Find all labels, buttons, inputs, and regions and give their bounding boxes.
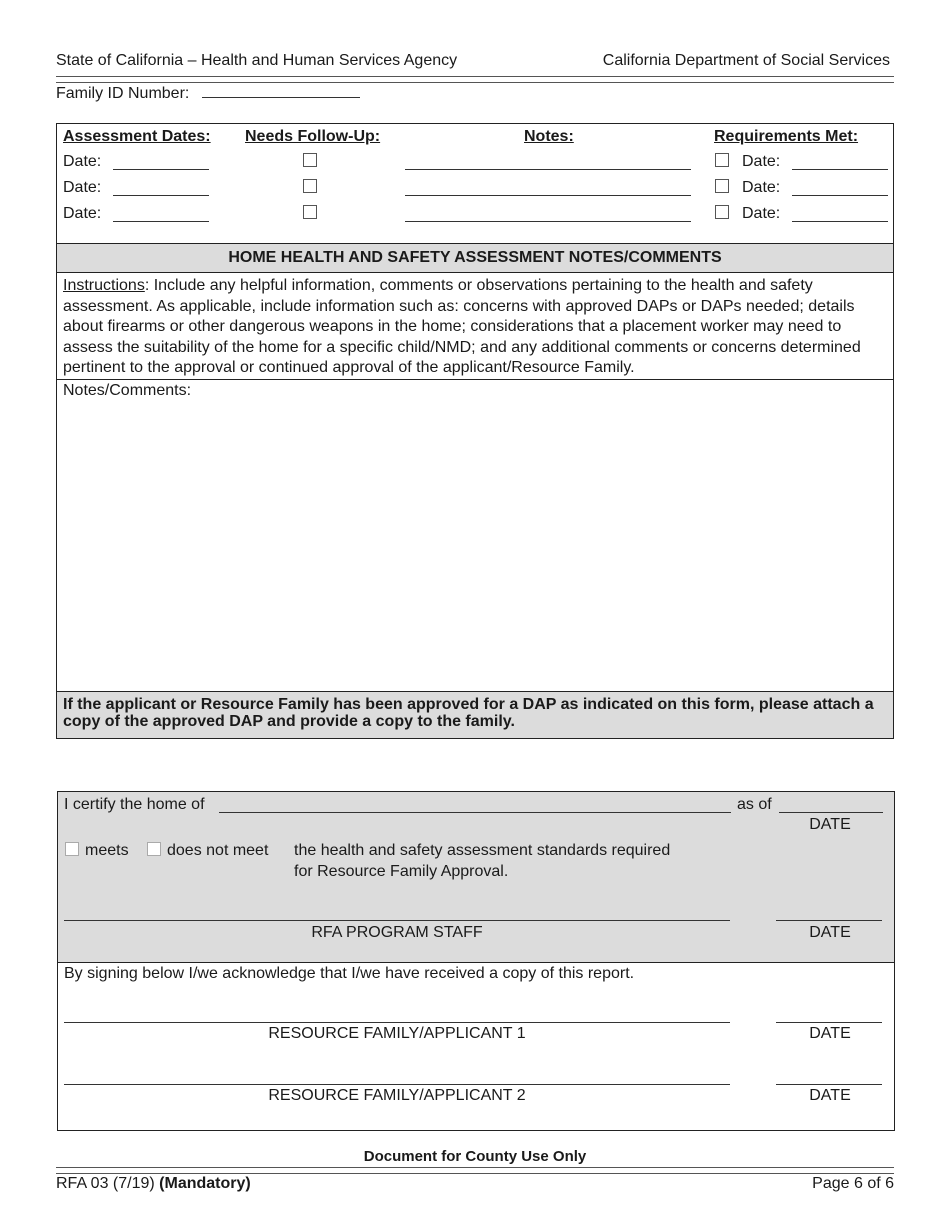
row2-date-field[interactable]	[113, 181, 209, 196]
as-of-date-field[interactable]	[779, 798, 883, 813]
assessment-form-box	[56, 123, 894, 739]
meets-label: meets	[85, 842, 129, 859]
applicant1-date-label: DATE	[809, 1025, 851, 1042]
does-not-meet-label: does not meet	[167, 842, 269, 859]
row3-req-met-checkbox[interactable]	[715, 205, 729, 219]
notes-comments-label: Notes/Comments:	[63, 382, 192, 399]
row1-req-date-label: Date:	[742, 153, 781, 170]
row3-date-field[interactable]	[113, 207, 209, 222]
form-id	[56, 1175, 251, 1193]
department-name: California Department of Social Services	[602, 52, 890, 69]
row3-req-date-label: Date:	[742, 205, 781, 222]
page-footer	[56, 1175, 894, 1193]
dap-notice: If the applicant or Resource Family has been approved for a DAP as indicated on this form, please attach a copy of the approved DAP and provide a copy to the family.	[57, 691, 893, 738]
row1-notes-field[interactable]	[405, 155, 691, 170]
does-not-meet-checkbox[interactable]	[147, 842, 161, 856]
col-notes: Notes:	[524, 128, 574, 145]
page-number: Page 6 of 6	[812, 1175, 894, 1192]
as-of-date-label: DATE	[809, 816, 851, 833]
certification-box	[57, 791, 895, 1131]
certify-prefix: I certify the home of	[64, 796, 205, 813]
certification-area	[58, 792, 894, 963]
row3-req-date-field[interactable]	[792, 207, 888, 222]
col-requirements-met: Requirements Met:	[714, 128, 859, 145]
staff-label: RFA PROGRAM STAFF	[311, 924, 483, 941]
instructions-text: : Include any helpful information, comments or observations pertaining to the health and safety assessment. As applicable, include information such as: concerns with approved DAPs or DAPs needed; details about firearms or other dangerous weapons in the home; considerations that a placement worker may need to assess the suitability of the home for a specific child/NMD; and any additional comments or concerns determined pertinent to the approval or continued approval of the applicant/Resource Family.	[63, 277, 861, 376]
footer-divider	[56, 1167, 894, 1174]
page-header	[56, 52, 890, 74]
instructions	[63, 276, 887, 379]
family-id-row	[56, 83, 360, 103]
family-id-field[interactable]	[202, 83, 360, 98]
row2-notes-field[interactable]	[405, 181, 691, 196]
row1-req-met-checkbox[interactable]	[715, 153, 729, 167]
notes-divider	[57, 379, 893, 380]
row2-req-date-field[interactable]	[792, 181, 888, 196]
row3-follow-up-checkbox[interactable]	[303, 205, 317, 219]
applicant2-date-line[interactable]	[776, 1084, 882, 1085]
instructions-label: Instructions	[63, 277, 145, 294]
row3-notes-field[interactable]	[405, 207, 691, 222]
row2-date-label: Date:	[63, 179, 102, 196]
notes-comments-field[interactable]	[57, 404, 893, 689]
meets-checkbox[interactable]	[65, 842, 79, 856]
standards-line1: the health and safety assessment standards required	[294, 842, 671, 859]
staff-date-line[interactable]	[776, 920, 882, 921]
county-use-notice: Document for County Use Only	[363, 1148, 587, 1165]
home-name-field[interactable]	[219, 798, 731, 813]
applicant1-label: RESOURCE FAMILY/APPLICANT 1	[268, 1025, 526, 1042]
applicant2-signature-line[interactable]	[64, 1084, 730, 1085]
applicant2-date-label: DATE	[809, 1087, 851, 1104]
family-id-label: Family ID Number:	[56, 85, 190, 102]
applicant1-signature-line[interactable]	[64, 1022, 730, 1023]
acknowledgement-text: By signing below I/we acknowledge that I/we have received a copy of this report.	[64, 965, 635, 982]
col-needs-follow-up: Needs Follow-Up:	[245, 128, 381, 145]
agency-name: State of California – Health and Human Services Agency	[56, 52, 458, 69]
mandatory-label: (Mandatory)	[159, 1175, 251, 1192]
form-id-text: RFA 03 (7/19)	[56, 1175, 155, 1192]
row1-follow-up-checkbox[interactable]	[303, 153, 317, 167]
row2-req-met-checkbox[interactable]	[715, 179, 729, 193]
row1-req-date-field[interactable]	[792, 155, 888, 170]
row3-date-label: Date:	[63, 205, 102, 222]
applicant1-date-line[interactable]	[776, 1022, 882, 1023]
row2-follow-up-checkbox[interactable]	[303, 179, 317, 193]
row1-date-field[interactable]	[113, 155, 209, 170]
as-of-label: as of	[737, 796, 772, 813]
staff-date-label: DATE	[809, 924, 851, 941]
applicant2-label: RESOURCE FAMILY/APPLICANT 2	[268, 1087, 526, 1104]
row1-date-label: Date:	[63, 153, 102, 170]
row2-req-date-label: Date:	[742, 179, 781, 196]
standards-line2: for Resource Family Approval.	[294, 863, 509, 880]
col-assessment-dates: Assessment Dates:	[63, 128, 211, 145]
header-divider	[56, 76, 894, 83]
staff-signature-line[interactable]	[64, 920, 730, 921]
notes-section-title: HOME HEALTH AND SAFETY ASSESSMENT NOTES/COMMENTS	[57, 243, 893, 273]
